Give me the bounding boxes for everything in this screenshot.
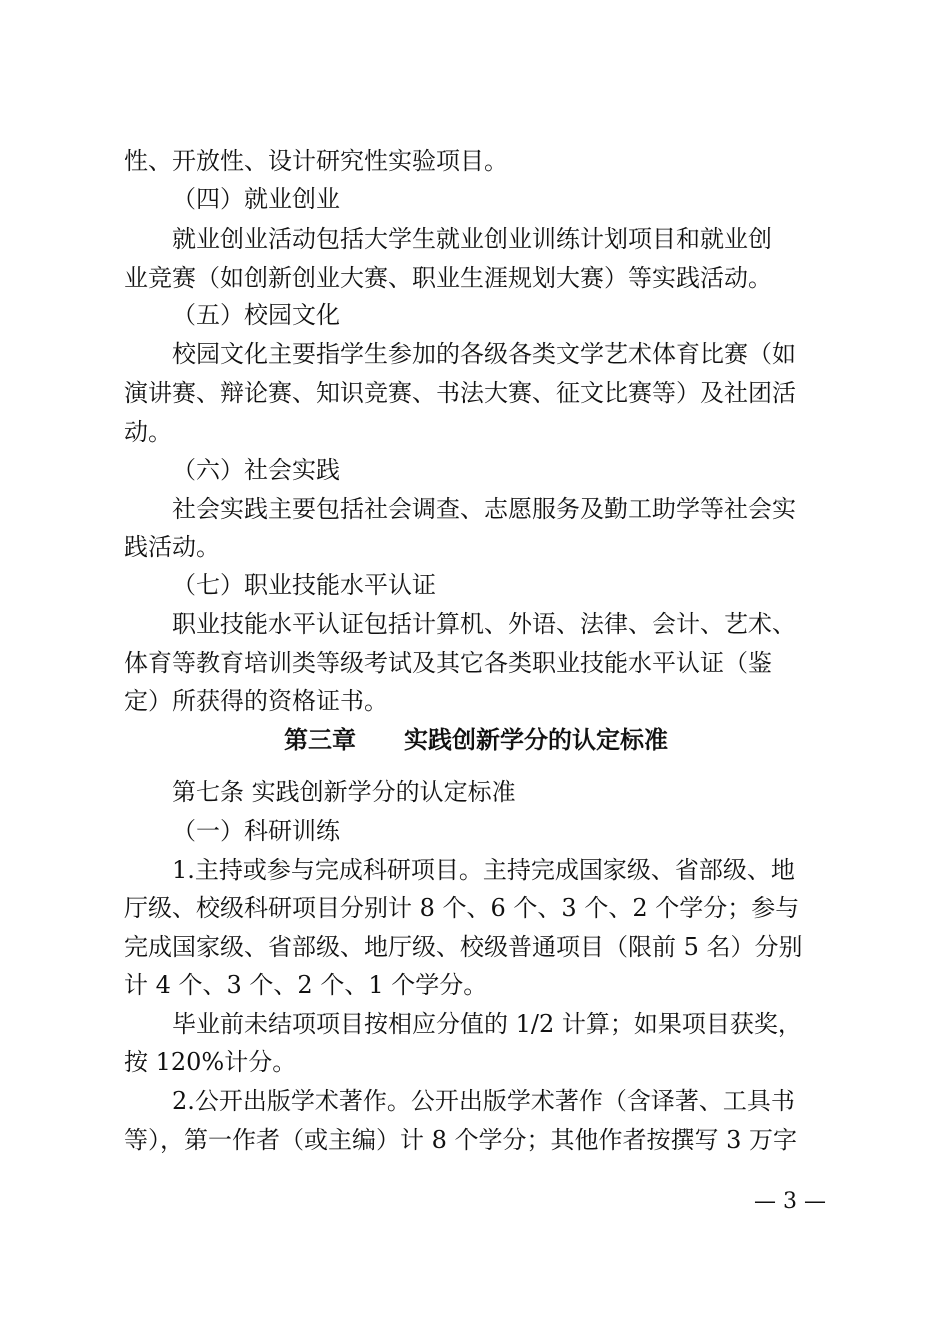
paragraph-line: 定）所获得的资格证书。	[124, 687, 388, 715]
paragraph-line: 社会实践主要包括社会调查、志愿服务及勤工助学等社会实	[172, 495, 796, 523]
section-heading-social-practice: （六）社会实践	[172, 456, 340, 484]
chapter-title: 第三章 实践创新学分的认定标准	[284, 726, 668, 754]
paragraph-line: 践活动。	[124, 533, 220, 561]
paragraph-line: 职业技能水平认证包括计算机、外语、法律、会计、艺术、	[172, 610, 796, 638]
paragraph-line: 校园文化主要指学生参加的各级各类文学艺术体育比赛（如	[172, 340, 796, 368]
paragraph-line: 动。	[124, 418, 172, 446]
section-heading-campus-culture: （五）校园文化	[172, 301, 340, 329]
paragraph-line: 1.主持或参与完成科研项目。主持完成国家级、省部级、地	[172, 856, 795, 884]
paragraph-line: 毕业前未结项项目按相应分值的 1/2 计算；如果项目获奖，	[172, 1010, 802, 1038]
section-heading-research: （一）科研训练	[172, 817, 340, 845]
paragraph-line: 性、开放性、设计研究性实验项目。	[124, 147, 508, 175]
paragraph-line: 演讲赛、辩论赛、知识竞赛、书法大赛、征文比赛等）及社团活	[124, 379, 796, 407]
paragraph-line: 按 120%计分。	[124, 1048, 297, 1076]
section-heading-employment: （四）就业创业	[172, 185, 340, 213]
page-number: — 3 —	[754, 1189, 826, 1214]
article-title: 第七条 实践创新学分的认定标准	[172, 778, 516, 806]
paragraph-line: 业竞赛（如创新创业大赛、职业生涯规划大赛）等实践活动。	[124, 264, 772, 292]
paragraph-line: 计 4 个、3 个、2 个、1 个学分。	[124, 971, 488, 999]
section-heading-vocational-certification: （七）职业技能水平认证	[172, 571, 436, 599]
paragraph-line: 体育等教育培训类等级考试及其它各类职业技能水平认证（鉴	[124, 649, 772, 677]
paragraph-line: 厅级、校级科研项目分别计 8 个、6 个、3 个、2 个学分；参与	[124, 894, 800, 922]
paragraph-line: 2.公开出版学术著作。公开出版学术著作（含译著、工具书	[172, 1087, 795, 1115]
paragraph-line: 完成国家级、省部级、地厅级、校级普通项目（限前 5 名）分别	[124, 933, 803, 961]
paragraph-line: 就业创业活动包括大学生就业创业训练计划项目和就业创	[172, 225, 772, 253]
paragraph-line: 等），第一作者（或主编）计 8 个学分；其他作者按撰写 3 万字	[124, 1126, 798, 1154]
